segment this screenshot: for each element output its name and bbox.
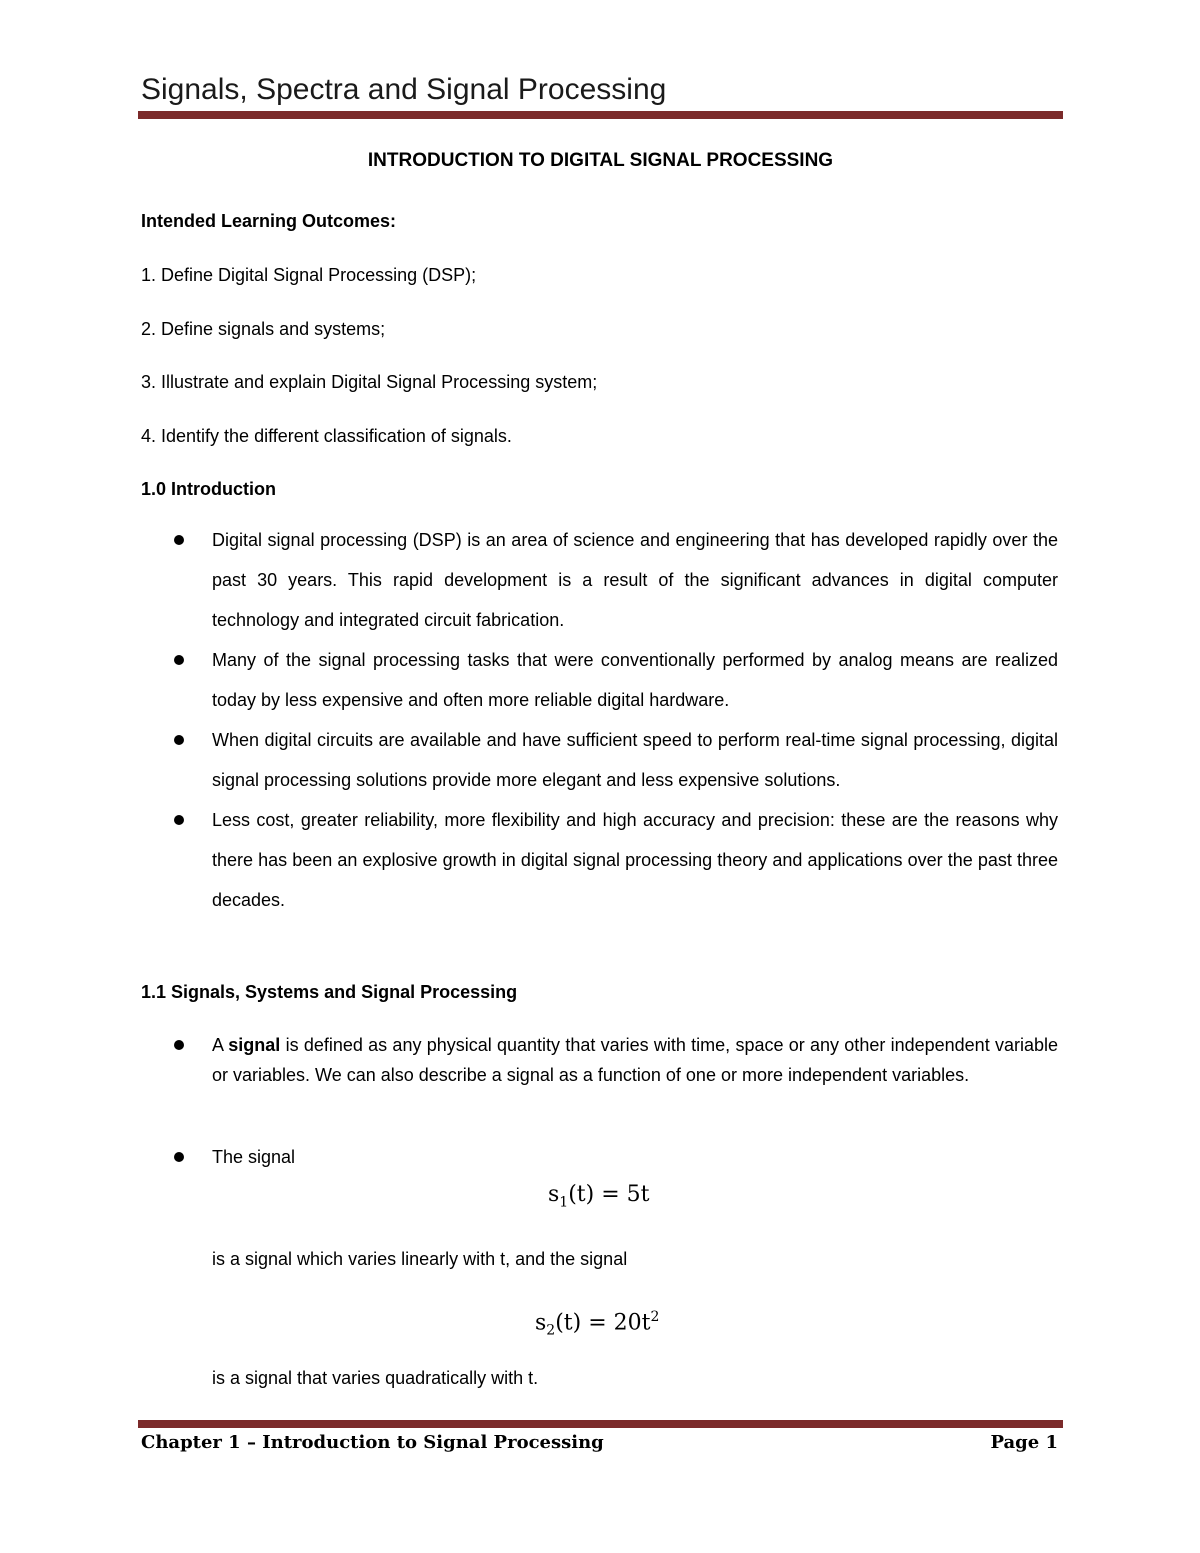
running-header-title: Signals, Spectra and Signal Processing: [141, 73, 667, 106]
footer-rule: [138, 1420, 1063, 1428]
equation-s2-superscript: 2: [650, 1309, 660, 1325]
header-rule: [138, 111, 1063, 119]
equation-s2-rest: (t) = 20t: [555, 1310, 651, 1336]
bullet-dot: [174, 735, 184, 745]
signal-definition-prefix: A: [212, 1035, 229, 1055]
equation-s1: [548, 1180, 649, 1217]
footer-page-number: Page 1: [990, 1432, 1058, 1453]
signal-example-quadratic: is a signal that varies quadratically with t.: [212, 1368, 539, 1388]
outcome-item: 3. Illustrate and explain Digital Signal Processing system;: [141, 372, 598, 392]
bullet-dot: [174, 1040, 184, 1050]
signal-example-intro: The signal: [212, 1147, 296, 1167]
bullet-dot: [174, 815, 184, 825]
equation-s2-base: s: [535, 1310, 547, 1336]
signal-definition-rest: is defined as any physical quantity that varies with time, space or any other independent variable or variables. We can also describe a signal as a function of one or more independent variables.: [212, 1035, 1058, 1085]
section-heading-signals: 1.1 Signals, Systems and Signal Processing: [141, 982, 518, 1002]
equation-s1-base: s: [548, 1182, 560, 1207]
outcome-item: 2. Define signals and systems;: [141, 319, 386, 339]
intro-bullet-text: Less cost, greater reliability, more flexibility and high accuracy and precision: these are the reasons why there has been an explosive growth in digital signal processing theory and applications over the past three decades.: [212, 810, 1058, 910]
document-title: INTRODUCTION TO DIGITAL SIGNAL PROCESSING: [367, 150, 834, 171]
intro-bullet-text: When digital circuits are available and have sufficient speed to perform real-time signal processing, digital signal processing solutions provide more elegant and less expensive solutions.: [212, 730, 1058, 790]
footer-chapter-title: Chapter 1 – Introduction to Signal Processing: [141, 1432, 604, 1453]
outcome-item: 1. Define Digital Signal Processing (DSP);: [141, 265, 477, 285]
equation-s1-rest: (t) = 5t: [568, 1182, 650, 1207]
signal-definition-text: [212, 1030, 1058, 1090]
signal-example-linear: is a signal which varies linearly with t, and the signal: [212, 1249, 628, 1269]
outcome-item: 4. Identify the different classification of signals.: [141, 426, 512, 446]
bullet-dot: [174, 655, 184, 665]
equation-s1-subscript: 1: [559, 1194, 569, 1211]
intro-bullet-text: Digital signal processing (DSP) is an area of science and engineering that has developed rapidly over the past 30 years. This rapid development is a result of the significant advances in digital computer technology and integrated circuit fabrication.: [212, 530, 1058, 630]
bullet-dot: [174, 1152, 184, 1162]
equation-s2: [535, 1302, 659, 1346]
equation-s2-subscript: 2: [546, 1322, 556, 1339]
outcomes-heading: Intended Learning Outcomes:: [141, 211, 397, 231]
signal-term: signal: [228, 1035, 281, 1055]
intro-bullet-text: Many of the signal processing tasks that were conventionally performed by analog means are realized today by less expensive and often more reliable digital hardware.: [212, 650, 1058, 710]
section-heading-introduction: 1.0 Introduction: [141, 479, 276, 499]
bullet-dot: [174, 535, 184, 545]
